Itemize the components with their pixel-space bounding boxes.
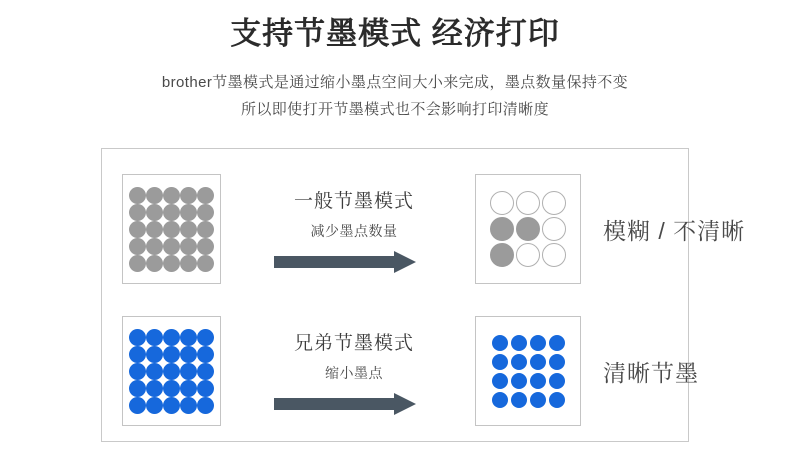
dots-box-brother-before — [122, 316, 221, 426]
standard-mode-subtitle: 减少墨点数量 — [310, 222, 398, 239]
dot-grid — [129, 187, 214, 272]
dot-grid — [129, 329, 214, 414]
brother-mode-title: 兄弟节墨模式 — [293, 332, 414, 354]
page-subtitle — [0, 70, 790, 123]
dot-grid — [490, 191, 566, 267]
dots-box-brother-after-wrap — [475, 316, 581, 426]
brother-mode-subtitle: 缩小墨点 — [325, 364, 383, 381]
standard-mode-title: 一般节墨模式 — [293, 190, 414, 212]
subtitle-line-2: 所以即使打开节墨模式也不会影响打印清晰度 — [240, 100, 549, 118]
subtitle-line-1: brother节墨模式是通过缩小墨点空间大小来完成，墨点数量保持不变 — [161, 74, 629, 92]
standard-mode-result-label: 模糊 / 不清晰 — [603, 217, 746, 244]
arrow-right-icon — [274, 251, 434, 273]
comparison-panel — [101, 148, 746, 442]
dots-box-brother-after — [475, 316, 581, 426]
standard-mode-caption — [239, 186, 469, 273]
dots-box-standard-after-wrap — [475, 174, 581, 284]
comparison-row-brother — [102, 301, 699, 441]
comparison-row-standard — [102, 159, 746, 299]
dot-grid — [492, 335, 565, 408]
brother-mode-result-label: 清晰节墨 — [603, 359, 699, 386]
dots-box-standard-after — [475, 174, 581, 284]
arrow-right-icon — [274, 393, 434, 415]
dots-box-standard-before — [122, 174, 221, 284]
page-title: 支持节墨模式 经济打印 — [230, 16, 560, 51]
brother-mode-caption — [239, 328, 469, 415]
